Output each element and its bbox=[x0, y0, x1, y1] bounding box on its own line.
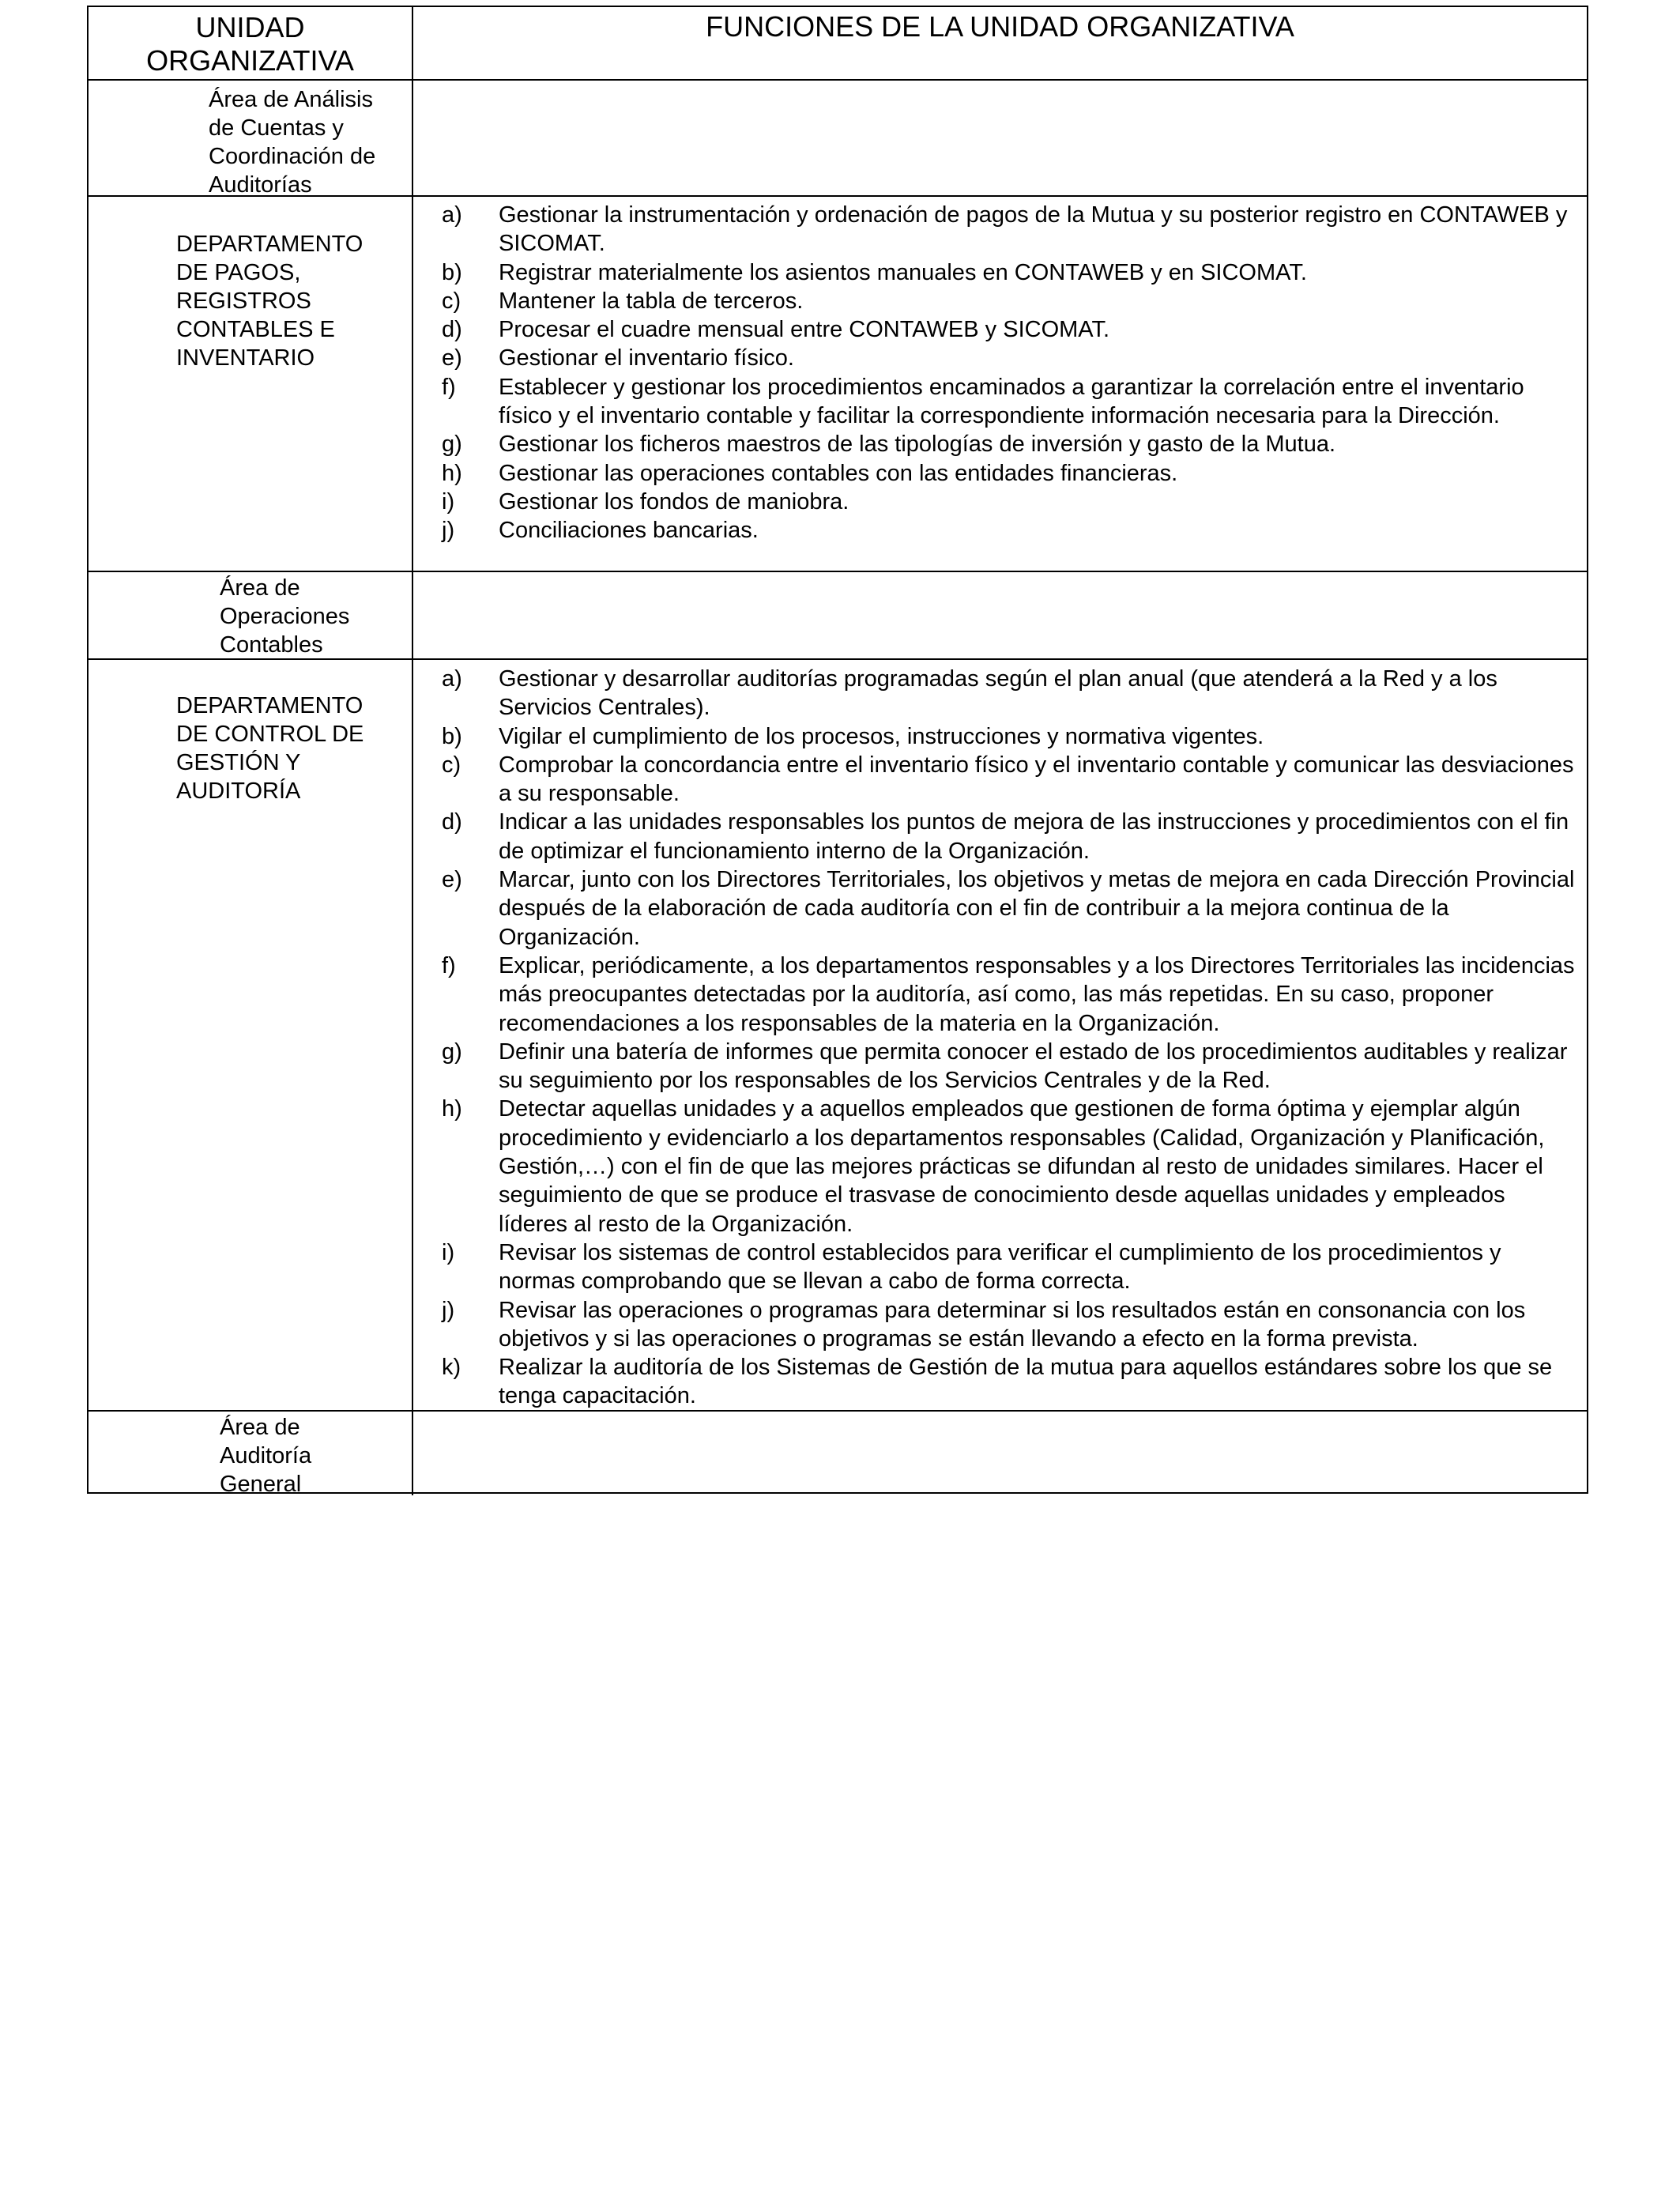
function-letter: k) bbox=[442, 1355, 461, 1381]
function-item bbox=[413, 1353, 1587, 1411]
header-right-cell bbox=[413, 7, 1587, 79]
functions-cell bbox=[413, 197, 1587, 571]
function-text: Marcar, junto con los Directores Territoriales, los objetivos y metas de mejora en cada Dirección Provincial después de la elaboración de cada auditoría con el fin de contribuir a la mejora continua de la Organización. bbox=[499, 867, 1575, 950]
function-letter: g) bbox=[442, 1039, 462, 1065]
function-text: Vigilar el cumplimiento de los procesos, instrucciones y normativa vigentes. bbox=[499, 723, 1264, 749]
function-item bbox=[413, 258, 1587, 287]
unit-cell bbox=[89, 572, 413, 658]
function-text: Gestionar la instrumentación y ordenación de pagos de la Mutua y su posterior registro en CONTAWEB y SICOMAT. bbox=[499, 202, 1568, 257]
function-item bbox=[413, 751, 1587, 809]
function-letter: d) bbox=[442, 317, 462, 343]
function-letter: c) bbox=[442, 752, 461, 778]
function-text: Explicar, periódicamente, a los departamentos responsables y a los Directores Territoriales las incidencias más preocupantes detectadas por la auditoría, así como, las más repetidas. En su caso, proponer recomendaciones a los responsables de la materia en la Organización. bbox=[499, 952, 1575, 1036]
function-text: Gestionar y desarrollar auditorías programadas según el plan anual (que atenderá a la Red y a los Servicios Centrales). bbox=[499, 666, 1497, 721]
function-letter: d) bbox=[442, 809, 462, 835]
unit-cell bbox=[89, 1412, 413, 1495]
function-letter: b) bbox=[442, 259, 462, 285]
function-item bbox=[413, 459, 1587, 488]
function-letter: e) bbox=[442, 867, 462, 893]
area-analisis-label: Área de Análisis de Cuentas y Coordinación de Auditorías bbox=[209, 87, 376, 198]
functions-cell-empty bbox=[413, 81, 1587, 195]
row-area-operaciones bbox=[89, 572, 1587, 660]
function-letter: j) bbox=[442, 518, 455, 544]
function-text: Realizar la auditoría de los Sistemas de Gestión de la mutua para aquellos estándares sobre los que se tenga capacitación. bbox=[499, 1355, 1553, 1409]
function-text: Definir una batería de informes que permita conocer el estado de los procedimientos auditables y realizar su seguimiento por los responsables de los Servicios Centrales y de la Red. bbox=[499, 1039, 1568, 1094]
function-item bbox=[413, 808, 1587, 865]
unit-cell bbox=[89, 660, 413, 1410]
dept-control-label: DEPARTAMENTO DE CONTROL DE GESTIÓN Y AUDITORÍA bbox=[176, 693, 364, 804]
function-item bbox=[413, 952, 1587, 1038]
header-row bbox=[89, 7, 1587, 81]
function-letter: e) bbox=[442, 345, 462, 371]
area-operaciones-label: Área de Operaciones Contables bbox=[220, 575, 350, 658]
function-item bbox=[413, 373, 1587, 431]
area-auditoria-label: Área de Auditoría General bbox=[220, 1415, 312, 1497]
function-text: Registrar materialmente los asientos manuales en CONTAWEB y en SICOMAT. bbox=[499, 259, 1307, 285]
dept-control-functions bbox=[413, 665, 1587, 1411]
function-text: Revisar las operaciones o programas para determinar si los resultados están en consonancia con los objetivos y si las operaciones o programas se están llevando a efecto en la forma prevista. bbox=[499, 1297, 1526, 1351]
functions-cell-empty bbox=[413, 1412, 1587, 1495]
function-text: Indicar a las unidades responsables los puntos de mejora de las instrucciones y procedimientos con el fin de optimizar el funcionamiento interno de la Organización. bbox=[499, 809, 1569, 864]
function-letter: c) bbox=[442, 288, 461, 314]
function-item bbox=[413, 201, 1587, 258]
function-item bbox=[413, 315, 1587, 344]
function-letter: g) bbox=[442, 432, 462, 458]
function-item bbox=[413, 665, 1587, 722]
function-text: Revisar los sistemas de control establecidos para verificar el cumplimiento de los procedimientos y normas comprobando que se llevan a cabo de forma correcta. bbox=[499, 1239, 1501, 1295]
dept-pagos-functions bbox=[413, 201, 1587, 545]
function-text: Gestionar el inventario físico. bbox=[499, 345, 794, 371]
function-item bbox=[413, 865, 1587, 952]
functions-table bbox=[87, 6, 1588, 1497]
header-left-cell bbox=[89, 7, 413, 79]
function-item bbox=[413, 1296, 1587, 1354]
function-letter: a) bbox=[442, 202, 462, 228]
row-area-analisis bbox=[89, 81, 1587, 197]
function-letter: h) bbox=[442, 460, 462, 486]
function-item bbox=[413, 1238, 1587, 1296]
function-text: Gestionar los fondos de maniobra. bbox=[499, 488, 849, 515]
function-letter: h) bbox=[442, 1096, 462, 1122]
header-unidad-organizativa: UNIDAD ORGANIZATIVA bbox=[146, 11, 354, 77]
function-item bbox=[413, 722, 1587, 751]
function-letter: a) bbox=[442, 666, 462, 692]
row-dept-control bbox=[89, 660, 1587, 1412]
function-text: Procesar el cuadre mensual entre CONTAWEB y SICOMAT. bbox=[499, 317, 1110, 343]
function-text: Gestionar los ficheros maestros de las tipologías de inversión y gasto de la Mutua. bbox=[499, 432, 1336, 458]
function-item bbox=[413, 344, 1587, 372]
functions-cell bbox=[413, 660, 1587, 1410]
function-item bbox=[413, 1038, 1587, 1095]
unit-cell bbox=[89, 81, 413, 198]
function-text: Conciliaciones bancarias. bbox=[499, 518, 759, 544]
dept-pagos-label: DEPARTAMENTO DE PAGOS, REGISTROS CONTABLES E INVENTARIO bbox=[176, 232, 363, 371]
functions-cell-empty bbox=[413, 572, 1587, 658]
function-letter: i) bbox=[442, 1239, 455, 1265]
function-letter: j) bbox=[442, 1297, 455, 1323]
function-text: Comprobar la concordancia entre el inventario físico y el inventario contable y comunicar las desviaciones a su responsable. bbox=[499, 752, 1574, 807]
row-area-auditoria bbox=[89, 1412, 1587, 1495]
function-letter: b) bbox=[442, 723, 462, 749]
function-item bbox=[413, 1095, 1587, 1238]
row-dept-pagos bbox=[89, 197, 1587, 572]
unit-cell bbox=[89, 197, 413, 571]
function-item bbox=[413, 488, 1587, 516]
function-letter: f) bbox=[442, 952, 456, 978]
header-funciones: FUNCIONES DE LA UNIDAD ORGANIZATIVA bbox=[706, 10, 1294, 43]
function-text: Establecer y gestionar los procedimientos encaminados a garantizar la correlación entre el inventario físico y el inventario contable y facilitar la correspondiente información necesaria para la Dirección. bbox=[499, 374, 1524, 429]
function-letter: f) bbox=[442, 374, 456, 400]
function-letter: i) bbox=[442, 488, 455, 515]
function-item bbox=[413, 430, 1587, 458]
function-item bbox=[413, 287, 1587, 315]
function-item bbox=[413, 516, 1587, 545]
function-text: Mantener la tabla de terceros. bbox=[499, 288, 804, 314]
function-text: Gestionar las operaciones contables con las entidades financieras. bbox=[499, 460, 1178, 486]
function-text: Detectar aquellas unidades y a aquellos empleados que gestionen de forma óptima y ejemplar algún procedimiento y evidenciarlo a los departamentos responsables (Calidad, Organización y Planificación, Gestión,…) con el fin de que las mejores prácticas se difundan al resto de unidades similares. Hacer el seguimiento de que se produce el trasvase de conocimiento desde aquellas unidades y empleados líderes al resto de la Organización. bbox=[499, 1096, 1545, 1237]
